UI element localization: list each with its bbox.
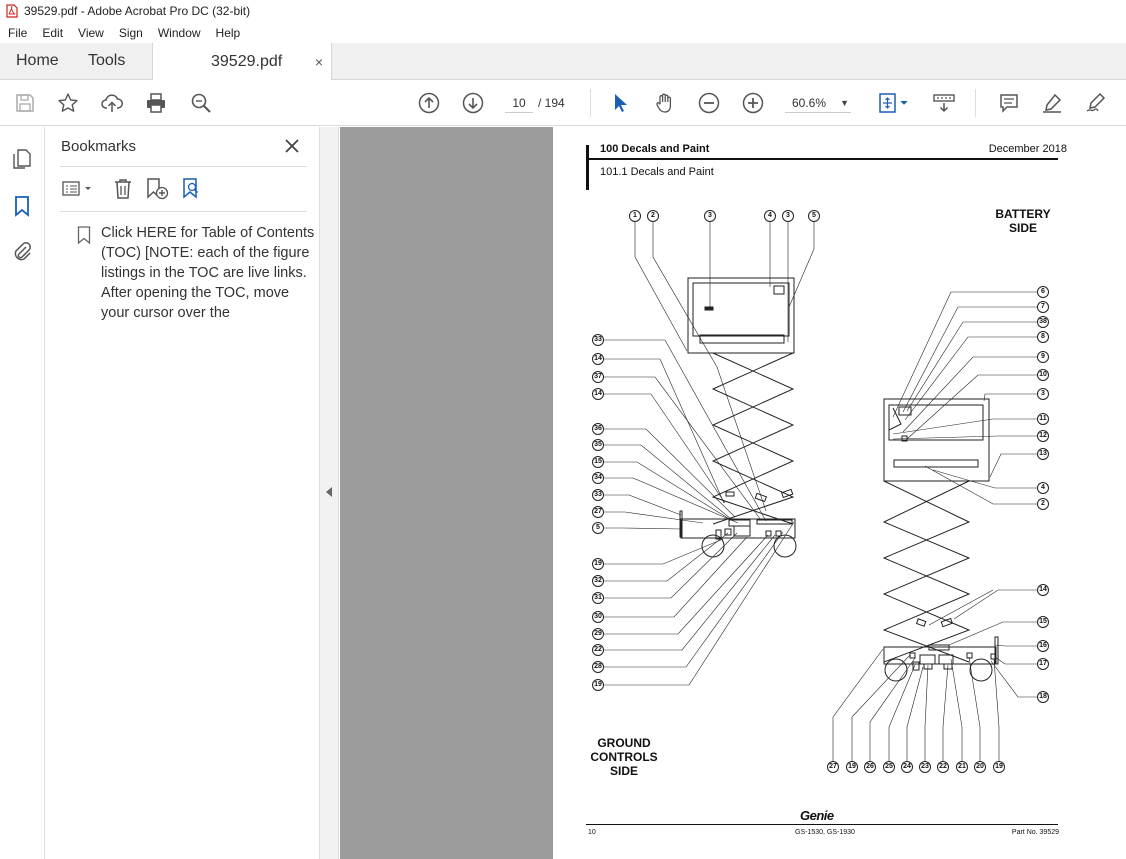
battery-side-line-2: SIDE xyxy=(1008,221,1037,235)
panel-divider xyxy=(60,211,307,212)
collapse-arrow-icon[interactable] xyxy=(326,487,332,497)
callout-marker: 8 xyxy=(1037,331,1049,343)
fit-page-icon[interactable] xyxy=(876,91,912,115)
callout-marker: 24 xyxy=(901,761,913,773)
tab-home[interactable]: Home xyxy=(16,52,59,69)
page-down-icon[interactable] xyxy=(461,91,485,115)
tab-tools[interactable]: Tools xyxy=(88,52,126,69)
bookmark-flag-icon xyxy=(77,226,91,244)
callout-marker: 14 xyxy=(1037,584,1049,596)
battery-side-line-1: BATTERY xyxy=(995,207,1051,221)
callout-marker: 14 xyxy=(592,353,604,365)
acrobat-app-icon xyxy=(6,4,18,18)
menu-window[interactable]: Window xyxy=(157,25,201,40)
panel-divider xyxy=(60,166,307,167)
sign-icon[interactable] xyxy=(1084,91,1108,115)
callout-marker: 19 xyxy=(846,761,858,773)
zoom-out-icon[interactable] xyxy=(697,91,721,115)
callout-marker: 2 xyxy=(647,210,659,222)
star-icon[interactable] xyxy=(56,91,80,115)
callout-marker: 7 xyxy=(1037,301,1049,313)
select-arrow-icon[interactable] xyxy=(608,91,632,115)
bookmarks-panel xyxy=(45,127,320,859)
callout-marker: 33 xyxy=(592,489,604,501)
callout-marker: 28 xyxy=(592,661,604,673)
callout-marker: 17 xyxy=(1037,658,1049,670)
callout-marker: 16 xyxy=(1037,640,1049,652)
callout-marker: 22 xyxy=(592,644,604,656)
bookmarks-icon[interactable] xyxy=(11,195,33,217)
print-icon[interactable] xyxy=(144,91,168,115)
comment-icon[interactable] xyxy=(997,91,1021,115)
callout-marker: 5 xyxy=(592,522,604,534)
callout-marker: 27 xyxy=(827,761,839,773)
callout-marker: 19 xyxy=(993,761,1005,773)
callout-marker: 19 xyxy=(592,558,604,570)
callout-marker: 29 xyxy=(592,628,604,640)
upload-icon[interactable] xyxy=(100,91,124,115)
callout-marker: 14 xyxy=(592,388,604,400)
hand-icon[interactable] xyxy=(653,91,677,115)
page-footer-models: GS-1530, GS-1930 xyxy=(795,829,855,836)
callout-marker: 13 xyxy=(1037,448,1049,460)
callout-marker: 4 xyxy=(1037,482,1049,494)
callout-marker: 19 xyxy=(592,679,604,691)
pdf-page xyxy=(553,127,1126,859)
callout-marker: 15 xyxy=(1037,616,1049,628)
find-bookmark-icon[interactable] xyxy=(180,177,204,201)
page-total: / 194 xyxy=(538,96,565,110)
attachments-icon[interactable] xyxy=(11,241,33,263)
zoom-level-select[interactable] xyxy=(785,93,851,113)
menu-bar xyxy=(0,22,1126,43)
callout-marker: 3 xyxy=(1037,388,1049,400)
panel-title: Bookmarks xyxy=(61,138,137,155)
bookmark-options-icon[interactable] xyxy=(61,177,95,201)
callout-marker: 10 xyxy=(1037,369,1049,381)
menu-file[interactable]: File xyxy=(8,25,28,40)
footer-rule xyxy=(586,824,1058,825)
menu-view[interactable]: View xyxy=(78,25,104,40)
callout-marker: 25 xyxy=(883,761,895,773)
callout-marker: 23 xyxy=(919,761,931,773)
callout-marker: 4 xyxy=(764,210,776,222)
bookmark-item-label: Click HERE for Table of Contents (TOC) [NOTE: each of the figure listings in the TOC are live links. After opening the TOC, move your cursor over the xyxy=(101,225,315,321)
callout-marker: 15 xyxy=(592,456,604,468)
ground-side-line-1: GROUND xyxy=(597,736,651,750)
document-viewport[interactable] xyxy=(340,127,1126,859)
callout-marker: 36 xyxy=(592,423,604,435)
page-thumbnails-icon[interactable] xyxy=(11,148,33,170)
menu-sign[interactable]: Sign xyxy=(118,25,143,40)
callout-marker: 31 xyxy=(592,592,604,604)
section-title: 101.1 Decals and Paint xyxy=(600,166,714,178)
page-header-date: December 2018 xyxy=(988,143,1067,155)
menu-help[interactable]: Help xyxy=(215,25,241,40)
callout-marker: 21 xyxy=(956,761,968,773)
callout-marker: 1 xyxy=(629,210,641,222)
title-bar xyxy=(0,0,1126,22)
panel-splitter[interactable] xyxy=(320,127,339,859)
page-footer-part: Part No. 39529 xyxy=(1011,829,1059,836)
callout-marker: 9 xyxy=(1037,351,1049,363)
page-number-input[interactable]: 10 xyxy=(505,93,533,113)
callout-marker: 22 xyxy=(937,761,949,773)
callout-marker: 37 xyxy=(592,371,604,383)
callout-marker: 38 xyxy=(1037,316,1049,328)
callout-marker: 30 xyxy=(592,611,604,623)
menu-edit[interactable]: Edit xyxy=(42,25,64,40)
callout-marker: 27 xyxy=(592,506,604,518)
highlight-icon[interactable] xyxy=(1040,91,1064,115)
close-panel-icon[interactable] xyxy=(283,137,301,155)
tab-document[interactable] xyxy=(152,43,332,80)
callout-marker: 2 xyxy=(1037,498,1049,510)
callout-marker: 34 xyxy=(592,472,604,484)
callout-marker: 3 xyxy=(704,210,716,222)
new-bookmark-icon[interactable] xyxy=(145,177,169,201)
zoom-search-icon[interactable] xyxy=(189,91,213,115)
chevron-down-icon: ▼ xyxy=(840,98,849,108)
navigation-rail xyxy=(0,127,45,859)
callout-marker: 5 xyxy=(808,210,820,222)
ground-side-line-2: CONTROLS xyxy=(590,750,658,764)
ground-side-line-3: SIDE xyxy=(609,764,638,778)
callout-marker: 26 xyxy=(864,761,876,773)
callout-marker: 11 xyxy=(1037,413,1049,425)
callout-marker: 33 xyxy=(592,334,604,346)
page-up-icon[interactable] xyxy=(417,91,441,115)
toolbar-divider xyxy=(975,89,976,117)
save-icon[interactable] xyxy=(13,91,37,115)
zoom-level-value: 60.6% xyxy=(792,96,827,110)
zoom-in-icon[interactable] xyxy=(741,91,765,115)
tab-bar xyxy=(0,43,1126,80)
page-header-title: 100 Decals and Paint xyxy=(600,143,710,155)
delete-bookmark-icon[interactable] xyxy=(111,177,135,201)
callout-marker: 32 xyxy=(592,575,604,587)
toolbar-divider xyxy=(590,89,591,117)
window-title: 39529.pdf - Adobe Acrobat Pro DC (32-bit) xyxy=(24,4,251,18)
toolbar xyxy=(0,80,1126,126)
page-footer-number: 10 xyxy=(588,829,596,836)
callout-marker: 18 xyxy=(1037,691,1049,703)
tab-document-label: 39529.pdf xyxy=(211,52,283,70)
callout-marker: 6 xyxy=(1037,286,1049,298)
callout-marker: 20 xyxy=(974,761,986,773)
close-tab-icon[interactable]: × xyxy=(314,53,323,70)
callout-marker: 12 xyxy=(1037,430,1049,442)
scroll-mode-icon[interactable] xyxy=(932,91,956,115)
callout-marker: 35 xyxy=(592,439,604,451)
genie-logo: Genie xyxy=(800,808,834,823)
callout-marker: 3 xyxy=(782,210,794,222)
